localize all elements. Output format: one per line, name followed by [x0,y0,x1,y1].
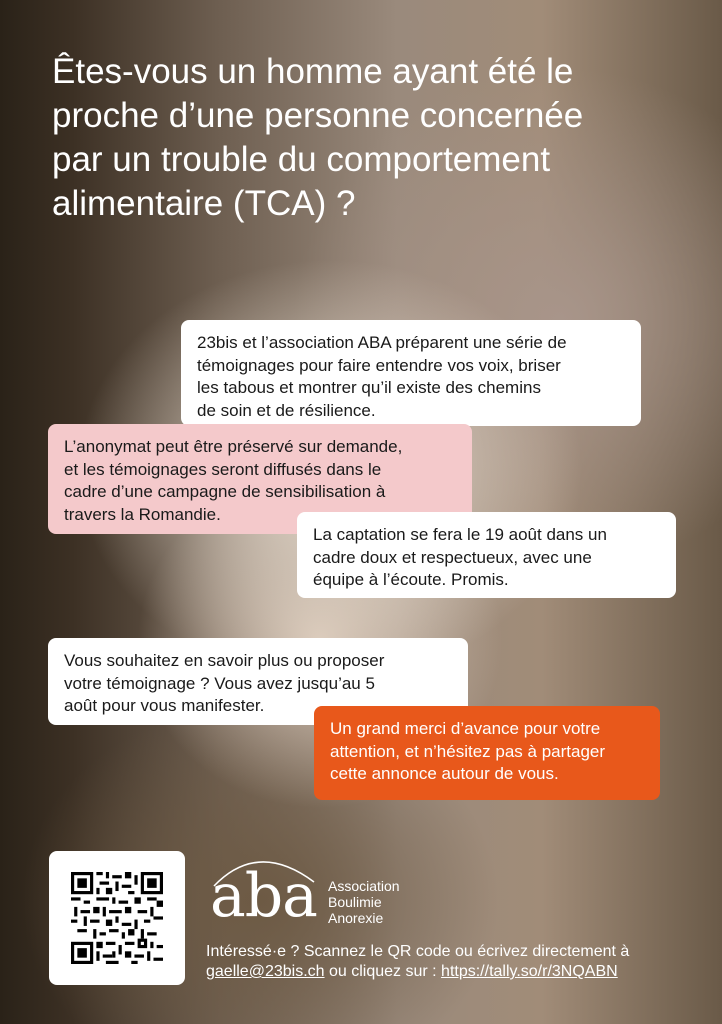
bubble-line: L’anonymat peut être préservé sur demande, [64,437,403,456]
contact-text: ou cliquez sur : [324,963,442,980]
bubble-line: août pour vous manifester. [64,696,265,715]
contact-line: Intéressé·e ? Scannez le QR code ou écrivez directement à [206,943,630,960]
contact-line [206,962,676,982]
headline-line: alimentaire (TCA) ? [52,184,356,223]
headline [52,50,682,226]
headline-line: Êtes-vous un homme ayant été le [52,52,574,91]
logo-name-line: Association [328,878,400,894]
logo-name-line: Boulimie [328,894,382,910]
message-bubble-thanks [314,706,660,800]
bubble-line: Un grand merci d’avance pour votre [330,719,601,738]
bubble-line: témoignages pour faire entendre vos voix, briser [197,355,561,375]
bubble-line: de soin et de résilience. [197,400,376,420]
bubble-line: cadre d’une campagne de sensibilisation à [64,482,386,501]
bubble-line: 23bis et l’association ABA préparent une série de [197,333,567,352]
qr-code-card[interactable] [49,851,185,985]
headline-line: par un trouble du comportement [52,140,551,179]
logo-wordmark: aba [210,861,317,931]
bubble-line: cadre doux et respectueux, avec une [313,547,592,567]
bubble-line: La captation se fera le 19 août dans un [313,525,607,544]
logo-name-line: Anorexie [328,910,384,926]
bubble-line: votre témoignage ? Vous avez jusqu’au 5 [64,673,375,693]
bubble-line: travers la Romandie. [64,504,221,524]
bubble-line: Vous souhaitez en savoir plus ou proposer [64,651,385,670]
logo-association-name [328,878,400,926]
bubble-line: les tabous et montrer qu’il existe des chemins [197,378,541,397]
bubble-line: attention, et n’hésitez pas à partager [330,741,606,761]
message-bubble-intro [181,320,641,426]
bubble-line: équipe à l’écoute. Promis. [313,570,509,589]
headline-line: proche d’une personne concernée [52,96,584,135]
message-bubble-recording [297,512,676,598]
email-link[interactable]: gaelle@23bis.ch [206,963,325,980]
aba-logo [208,848,428,931]
bubble-line: et les témoignages seront diffusés dans le [64,459,382,479]
bubble-line: cette annonce autour de vous. [330,764,559,783]
qr-code-icon [71,872,163,964]
contact-info [206,942,676,982]
form-url-link[interactable]: https://tally.so/r/3NQABN [441,963,618,980]
